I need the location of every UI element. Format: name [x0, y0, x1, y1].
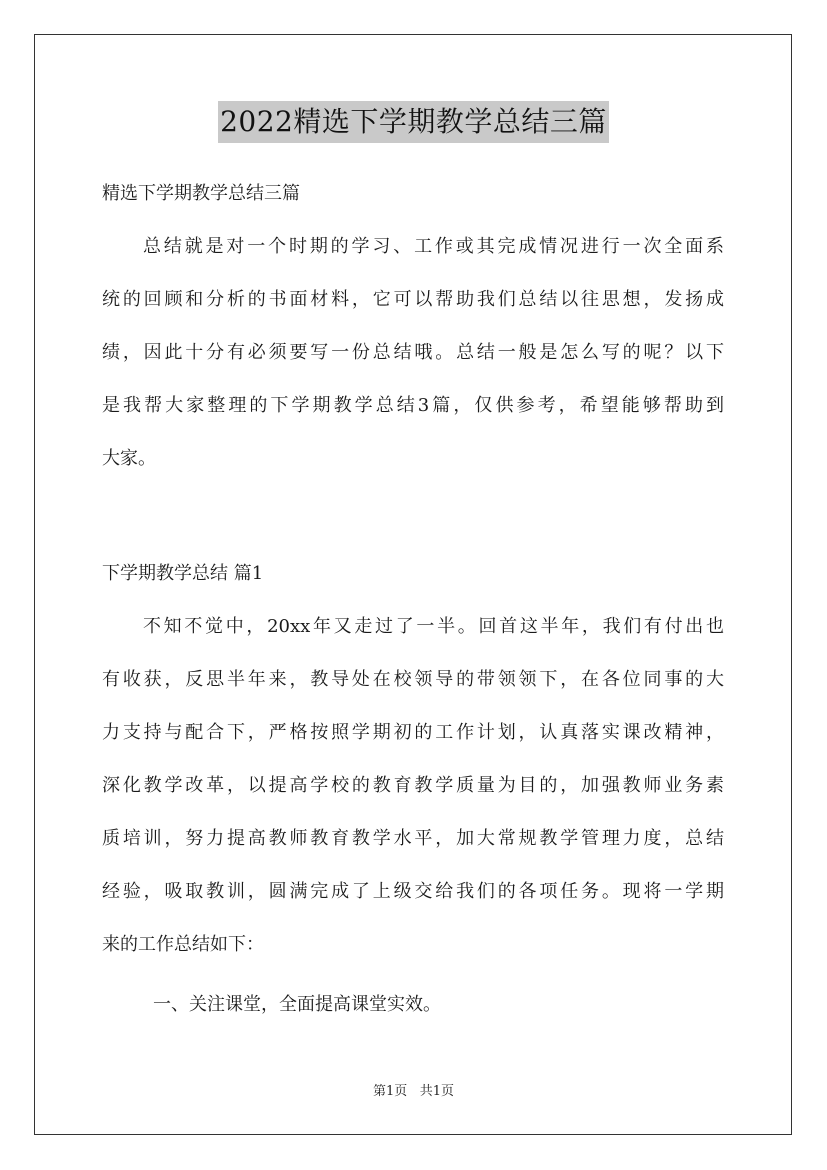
title-container	[0, 101, 827, 143]
page-number: 第1页	[373, 1084, 408, 1099]
paragraph-line: 总结就是对一个时期的学习、工作或其完成情况进行一次全面系	[143, 236, 724, 257]
paragraph-line: 是我帮大家整理的下学期教学总结3篇，仅供参考，希望能够帮助到	[102, 395, 724, 416]
document-subtitle: 精选下学期教学总结三篇	[102, 183, 300, 204]
page-footer	[0, 1083, 827, 1101]
paragraph-line: 质培训，努力提高教师教育教学水平，加大常规教学管理力度，总结	[102, 828, 724, 849]
paragraph-line: 统的回顾和分析的书面材料，它可以帮助我们总结以往思想，发扬成	[102, 289, 724, 310]
page-total: 共1页	[419, 1084, 454, 1099]
paragraph-line: 力支持与配合下，严格按照学期初的工作计划，认真落实课改精神，	[102, 722, 724, 743]
paragraph-line: 绩，因此十分有必须要写一份总结哦。总结一般是怎么写的呢？以下	[102, 342, 724, 363]
footer-separator	[407, 1084, 419, 1099]
paragraph-line: 大家。	[102, 448, 156, 469]
intro-paragraph	[102, 234, 724, 499]
section-heading: 下学期教学总结 篇1	[102, 563, 264, 584]
paragraph-line: 经验，吸取教训，圆满完成了上级交给我们的各项任务。现将一学期	[102, 881, 724, 902]
paragraph-line: 不知不觉中，20xx年又走过了一半。回首这半年，我们有付出也	[143, 616, 724, 637]
section-paragraph	[102, 614, 724, 985]
item-heading: 一、关注课堂，全面提高课堂实效。	[153, 994, 441, 1015]
paragraph-line: 有收获，反思半年来，教导处在校领导的带领领下，在各位同事的大	[102, 669, 724, 690]
paragraph-line: 深化教学改革，以提高学校的教育教学质量为目的，加强教师业务素	[102, 775, 724, 796]
paragraph-line: 来的工作总结如下：	[102, 934, 264, 955]
document-title: 2022精选下学期教学总结三篇	[218, 101, 609, 143]
